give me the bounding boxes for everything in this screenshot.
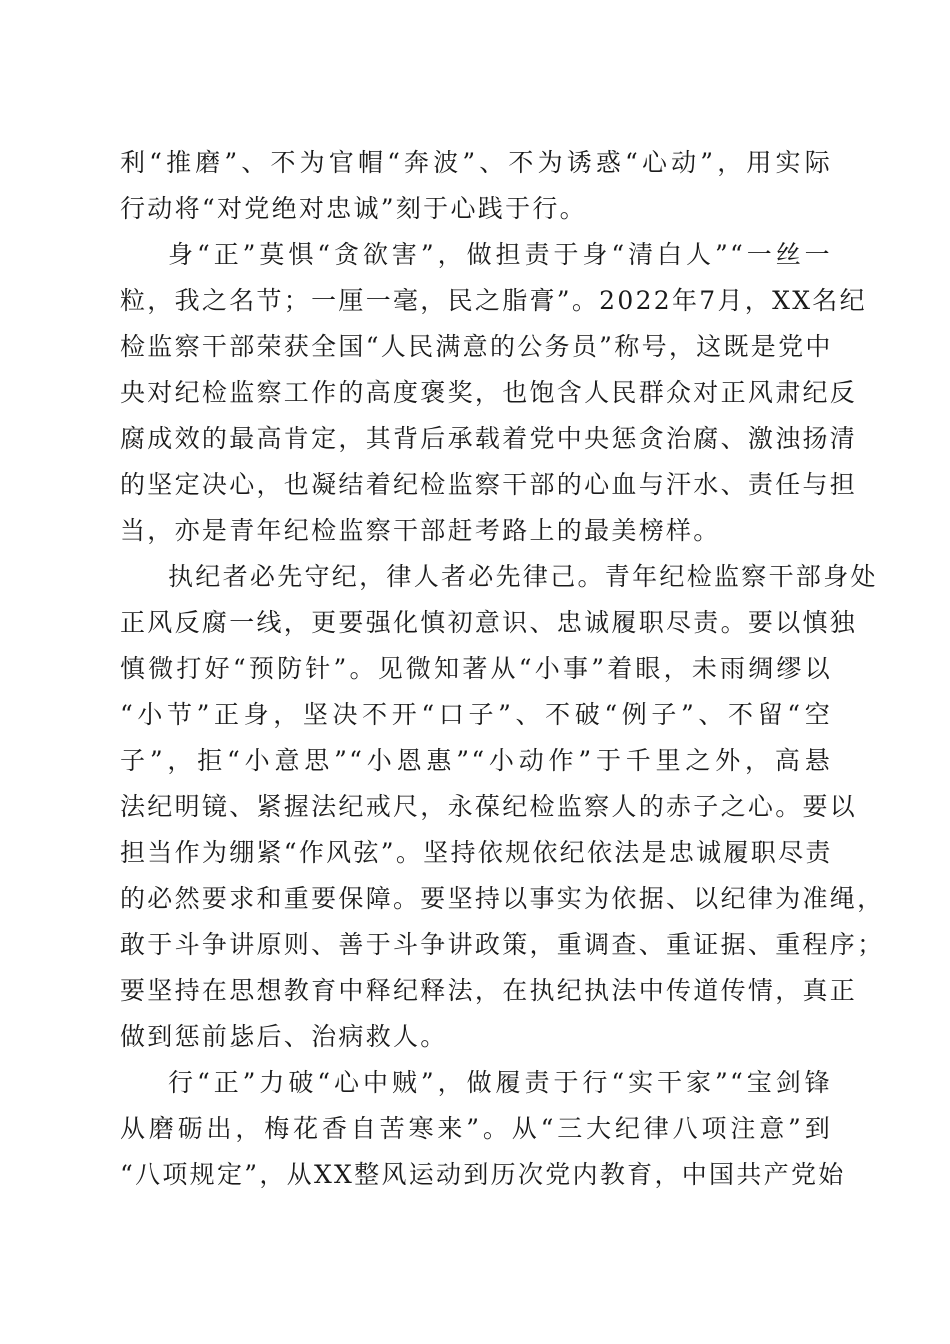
text-line: 做到惩前毖后、治病救人。 xyxy=(120,1022,448,1051)
text-line: 粒，我之名节；一厘一毫，民之脂膏”。2022年7月，XX名纪 xyxy=(120,286,867,315)
text-line: 子”，拒“小意思”“小恩惠”“小动作”于千里之外，高悬 xyxy=(120,746,832,775)
body-text xyxy=(120,140,885,1198)
paragraph-start-line: 身“正”莫惧“贪欲害”，做担责于身“清白人”“一丝一 xyxy=(168,240,832,269)
text-line: 慎微打好“预防针”。见微知著从“小事”着眼，未雨绸缪以 xyxy=(120,654,832,683)
text-line: “八项规定”，从XX整风运动到历次党内教育，中国共产党始 xyxy=(120,1160,846,1189)
text-line: 敢于斗争讲原则、善于斗争讲政策，重调查、重证据、重程序； xyxy=(120,930,885,959)
text-line: 腐成效的最高肯定，其背后承载着党中央惩贪治腐、激浊扬清 xyxy=(120,424,858,453)
text-line: 担当作为绷紧“作风弦”。坚持依规依纪依法是忠诚履职尽责 xyxy=(120,838,833,867)
text-line: 法纪明镜、紧握法纪戒尺，永葆纪检监察人的赤子之心。要以 xyxy=(120,792,858,821)
text-line: 的必然要求和重要保障。要坚持以事实为依据、以纪律为准绳， xyxy=(120,884,885,913)
text-line: 要坚持在思想教育中释纪释法，在执纪执法中传道传情，真正 xyxy=(120,976,858,1005)
text-line: 检监察干部荣获全国“人民满意的公务员”称号，这既是党中 xyxy=(120,332,833,361)
text-line: 央对纪检监察工作的高度褒奖，也饱含人民群众对正风肃纪反 xyxy=(120,378,858,407)
paragraph-start-line: 执纪者必先守纪，律人者必先律己。青年纪检监察干部身处 xyxy=(168,562,878,591)
text-line: 正风反腐一线，更要强化慎初意识、忠诚履职尽责。要以慎独 xyxy=(120,608,858,637)
text-line: “小节”正身，坚决不开“口子”、不破“例子”、不留“空 xyxy=(120,700,832,729)
text-line: 从磨砺出，梅花香自苦寒来”。从“三大纪律八项注意”到 xyxy=(120,1114,832,1143)
text-line: 当，亦是青年纪检监察干部赶考路上的最美榜样。 xyxy=(120,516,721,545)
text-line: 行动将“对党绝对忠诚”刻于心践于行。 xyxy=(120,194,587,223)
paragraph-start-line: 行“正”力破“心中贼”，做履责于行“实干家”“宝剑锋 xyxy=(168,1068,832,1097)
text-line: 利“推磨”、不为官帽“奔波”、不为诱惑“心动”，用实际 xyxy=(120,148,832,177)
text-line: 的坚定决心，也凝结着纪检监察干部的心血与汗水、责任与担 xyxy=(120,470,858,499)
